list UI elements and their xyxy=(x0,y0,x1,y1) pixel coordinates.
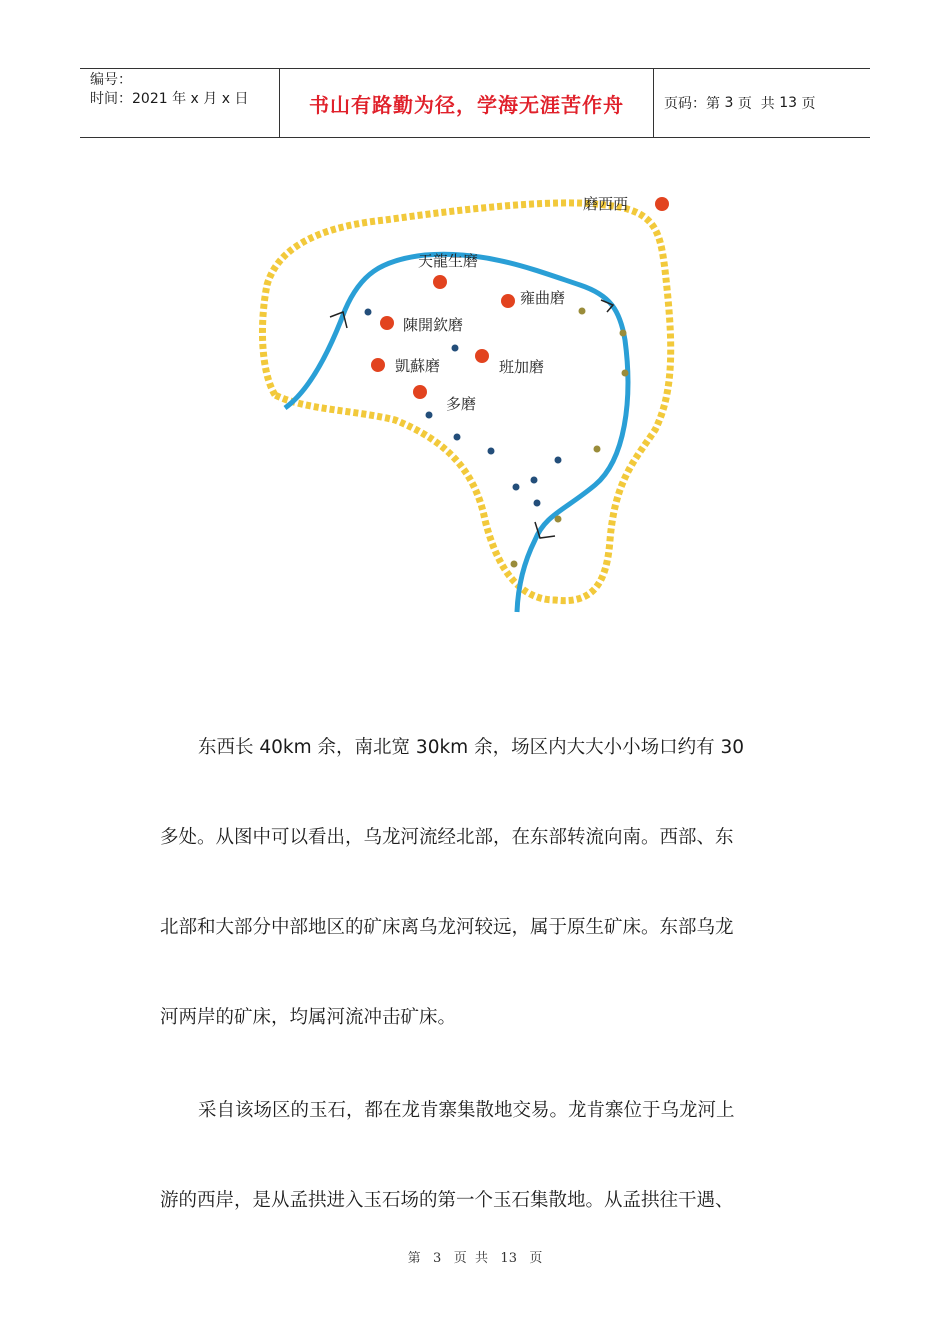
label-banjia: 班加磨 xyxy=(499,358,545,376)
header-motto: 书山有路勤为径，学海无涯苦作舟 xyxy=(280,69,654,137)
header-page-info xyxy=(654,69,870,137)
wulong-river xyxy=(285,254,628,612)
mine-banjia xyxy=(475,349,489,363)
mine-tianlong xyxy=(433,275,447,289)
body-line-4: 河两岸的矿床，均属河流冲击矿床。 xyxy=(160,1007,457,1028)
page-number: 3 xyxy=(724,95,734,111)
mine-kaisu xyxy=(371,358,385,372)
page-total: 13 xyxy=(779,95,798,111)
page-suffix: 页 xyxy=(801,96,816,112)
footer-mid: 页 共 xyxy=(453,1251,488,1266)
page-header xyxy=(80,68,870,138)
mine-yongqu xyxy=(501,294,515,308)
footer-prefix: 第 xyxy=(407,1251,421,1266)
footer-page-number: 3 xyxy=(433,1251,442,1266)
body-line-6: 游的西岸，是从孟拱进入玉石场的第一个玉石集散地。从孟拱往干遇、 xyxy=(160,1190,734,1211)
page-footer xyxy=(0,1247,950,1266)
mining-area-map xyxy=(235,160,725,645)
mine-chenkai xyxy=(380,316,394,330)
number-label: 编号： xyxy=(90,72,132,88)
body-line-1: 东西长 40km 余，南北宽 30km 余，场区内大大小小场口约有 30 xyxy=(198,737,744,758)
time-label: 时间：2021 年 x 月 x 日 xyxy=(90,91,249,107)
page-mid: 页 共 xyxy=(737,96,775,112)
mine-moxixi xyxy=(655,197,669,211)
label-moxixi: 磨西西 xyxy=(583,195,629,213)
page-prefix: 页码：第 xyxy=(664,96,720,112)
label-duomo: 多磨 xyxy=(446,395,477,413)
mine-duomo xyxy=(413,385,427,399)
header-meta xyxy=(80,69,280,137)
label-tianlong: 天龍生磨 xyxy=(418,252,479,270)
label-yongqu: 雍曲磨 xyxy=(520,289,566,307)
label-chenkai: 陳開欽磨 xyxy=(403,316,464,334)
footer-total: 13 xyxy=(500,1251,517,1266)
minor-sites-olive xyxy=(511,308,629,568)
body-line-3: 北部和大部分中部地区的矿床离乌龙河较远，属于原生矿床。东部乌龙 xyxy=(160,917,734,938)
body-line-5: 采自该场区的玉石，都在龙肯寨集散地交易。龙肯寨位于乌龙河上 xyxy=(198,1100,735,1121)
label-kaisu: 凱蘇磨 xyxy=(395,357,441,375)
body-line-2: 多处。从图中可以看出，乌龙河流经北部，在东部转流向南。西部、东 xyxy=(160,827,734,848)
footer-suffix: 页 xyxy=(529,1251,543,1266)
